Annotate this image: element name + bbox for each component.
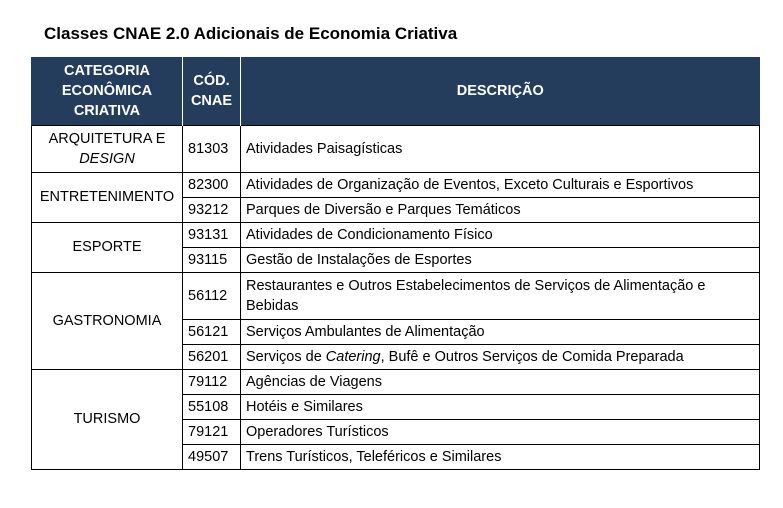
code-cell: 56112 xyxy=(183,272,241,319)
code-cell: 82300 xyxy=(183,172,241,197)
code-cell: 56201 xyxy=(183,344,241,369)
category-cell-esporte: ESPORTE xyxy=(32,222,183,272)
table-title: Classes CNAE 2.0 Adicionais de Economia Criativa xyxy=(44,24,458,43)
header-codigo: CÓD. CNAE xyxy=(183,57,241,125)
code-cell: 55108 xyxy=(183,394,241,419)
description-cell: Operadores Turísticos xyxy=(241,419,760,444)
cnae-table xyxy=(31,57,760,470)
description-cell: Atividades de Organização de Eventos, Exceto Culturais e Esportivos xyxy=(241,172,760,197)
description-cell: Atividades Paisagísticas xyxy=(241,125,760,172)
table-row xyxy=(32,369,760,394)
description-cell: Atividades de Condicionamento Físico xyxy=(241,222,760,247)
description-cell: Restaurantes e Outros Estabelecimentos de Serviços de Alimentação e Bebidas xyxy=(241,272,760,319)
code-cell: 81303 xyxy=(183,125,241,172)
description-cell: Serviços Ambulantes de Alimentação xyxy=(241,319,760,344)
category-cell-gastronomia: GASTRONOMIA xyxy=(32,272,183,369)
code-cell: 93212 xyxy=(183,197,241,222)
table-row xyxy=(32,222,760,247)
code-cell: 79112 xyxy=(183,369,241,394)
header-row xyxy=(32,57,760,125)
code-cell: 56121 xyxy=(183,319,241,344)
code-cell: 49507 xyxy=(183,444,241,469)
table-row xyxy=(32,172,760,197)
description-cell: Gestão de Instalações de Esportes xyxy=(241,247,760,272)
header-categoria: CATEGORIA ECONÔMICA CRIATIVA xyxy=(32,57,183,125)
description-cell: Trens Turísticos, Teleféricos e Similares xyxy=(241,444,760,469)
code-cell: 93131 xyxy=(183,222,241,247)
description-cell: Serviços de Catering, Bufê e Outros Serviços de Comida Preparada xyxy=(241,344,760,369)
category-cell-turismo: TURISMO xyxy=(32,369,183,469)
header-descricao: DESCRIÇÃO xyxy=(241,57,760,125)
code-cell: 93115 xyxy=(183,247,241,272)
table-row xyxy=(32,125,760,172)
category-cell-entretenimento: ENTRETENIMENTO xyxy=(32,172,183,222)
description-cell: Hotéis e Similares xyxy=(241,394,760,419)
table-row xyxy=(32,272,760,319)
category-cell-arquitetura: ARQUITETURA E DESIGN xyxy=(32,125,183,172)
description-cell: Parques de Diversão e Parques Temáticos xyxy=(241,197,760,222)
code-cell: 79121 xyxy=(183,419,241,444)
description-cell: Agências de Viagens xyxy=(241,369,760,394)
